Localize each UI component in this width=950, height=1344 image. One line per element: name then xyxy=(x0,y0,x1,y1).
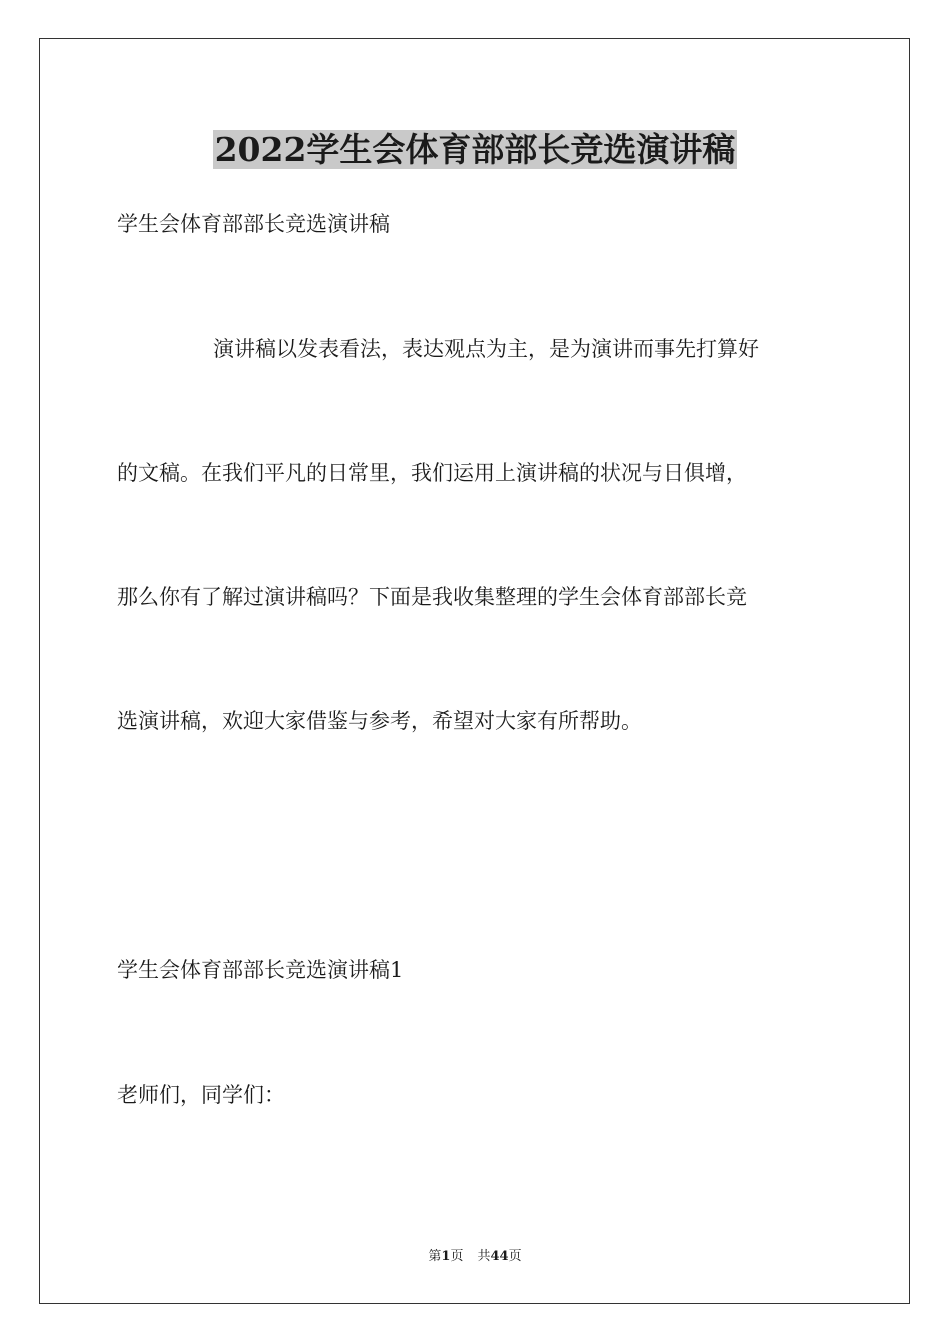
footer-total-prefix: 共 xyxy=(477,1249,491,1264)
document-title-text: 2022学生会体育部部长竞选演讲稿 xyxy=(214,130,736,169)
document-title xyxy=(0,128,950,172)
intro-paragraph-line-1: 演讲稿以发表看法，表达观点为主，是为演讲而事先打算好 xyxy=(213,337,759,361)
footer-page-prefix: 第 xyxy=(428,1249,442,1264)
intro-paragraph-line-3: 那么你有了解过演讲稿吗？下面是我收集整理的学生会体育部部长竞 xyxy=(117,585,747,609)
footer-page-number: 1 xyxy=(441,1249,451,1264)
intro-paragraph-line-2: 的文稿。在我们平凡的日常里，我们运用上演讲稿的状况与日俱增， xyxy=(117,461,747,485)
footer-total-suffix: 页 xyxy=(508,1249,522,1264)
salutation: 老师们，同学们： xyxy=(117,1083,285,1107)
section-heading: 学生会体育部部长竞选演讲稿1 xyxy=(117,958,404,982)
document-subtitle: 学生会体育部部长竞选演讲稿 xyxy=(117,212,390,236)
page-footer xyxy=(0,1248,950,1266)
footer-total-pages: 44 xyxy=(490,1249,509,1264)
intro-paragraph-line-4: 选演讲稿，欢迎大家借鉴与参考，希望对大家有所帮助。 xyxy=(117,709,642,733)
footer-page-suffix: 页 xyxy=(450,1249,464,1264)
